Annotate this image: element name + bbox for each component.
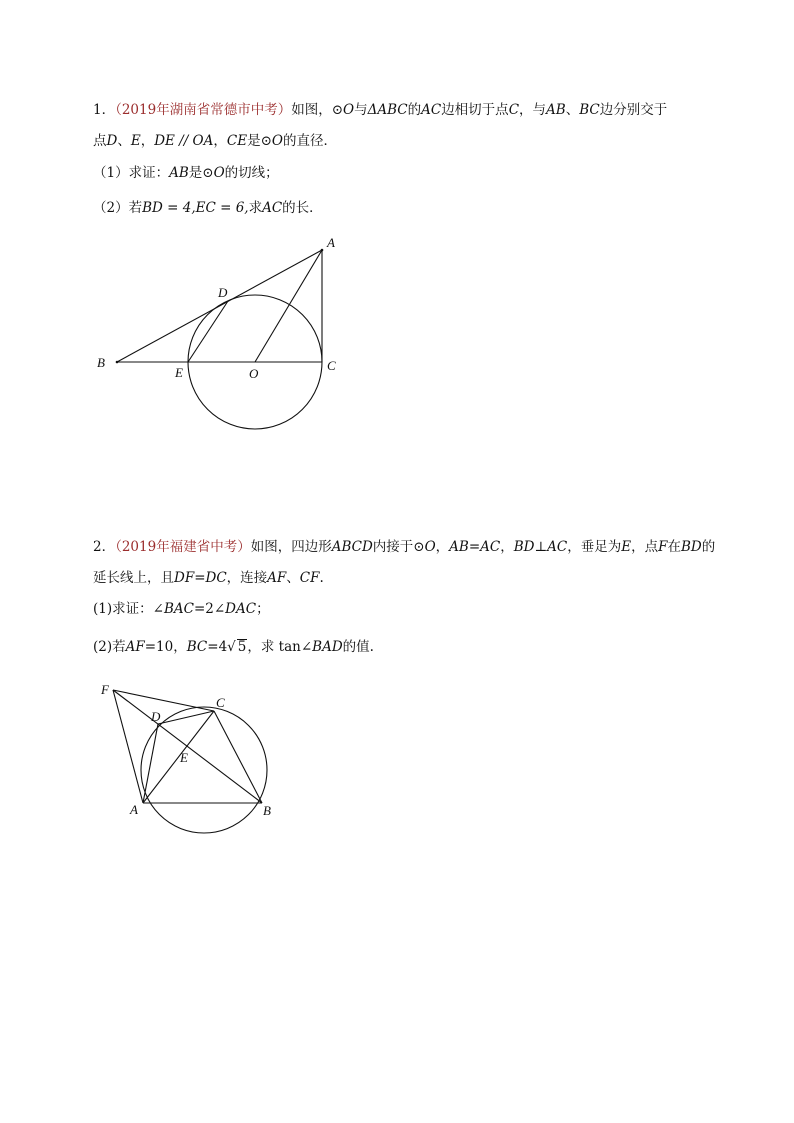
math-bd: BD (681, 539, 702, 555)
math-ab: AB (546, 102, 566, 118)
text-segment: ， (500, 539, 514, 555)
text-segment: 求 (248, 200, 263, 216)
text-segment: ，垂足为 (567, 539, 622, 555)
text-segment: (2)若 (93, 639, 126, 655)
label-d: D (151, 709, 161, 724)
label-d: D (218, 285, 228, 300)
text-segment: 与 (354, 102, 368, 118)
math-af: AF (125, 639, 145, 655)
problem2-question2 (93, 637, 374, 657)
text-segment: 的值. (342, 639, 374, 655)
text-segment: 点 (93, 133, 107, 149)
math-bc: BC (579, 102, 600, 118)
math-circle-o: ⊙O (331, 102, 355, 118)
text-segment: =10， (144, 639, 187, 655)
text-segment: ，求 tan∠ (247, 639, 313, 655)
segment-fa (113, 690, 143, 803)
text-segment: 的切线； (224, 165, 279, 181)
text-segment: ， (213, 133, 227, 149)
math-o: O (424, 539, 436, 555)
text-segment: ， (140, 133, 155, 149)
text-segment: =2∠ (193, 601, 226, 617)
problem1-line2 (93, 131, 337, 151)
label-e: E (180, 750, 188, 765)
math-bad: BAD (312, 639, 343, 655)
math-circle-o: ⊙O (260, 133, 283, 149)
text-segment: （2）若 (93, 200, 143, 216)
math-condition: BD = 4,EC = 6, (142, 200, 249, 216)
text-segment: 、 (286, 570, 300, 586)
segment-cb (214, 711, 262, 803)
text-segment: 是 (247, 133, 261, 149)
math-de-parallel-oa: DE // OA (154, 133, 214, 149)
segment-de (188, 301, 228, 362)
math-triangle-abc: ΔABC (367, 102, 408, 118)
math-circle-o: ⊙O (202, 165, 225, 181)
text-segment: (1)求证： (93, 601, 153, 617)
text-segment: ， (435, 539, 450, 555)
sqrt-sign: √ (227, 639, 236, 655)
label-e: E (175, 365, 183, 380)
segment-dc (158, 711, 214, 724)
text-segment: ； (256, 601, 270, 617)
math-ce: CE (226, 133, 248, 149)
label-c: C (216, 695, 225, 710)
text-segment: 是 (188, 165, 203, 181)
problem1-line1 (93, 100, 667, 120)
problem2-question1 (93, 599, 270, 619)
segment-ba (117, 250, 322, 362)
text-segment: 如图，四边形 (250, 539, 332, 555)
math-ac: AC (421, 102, 442, 118)
text-segment: 如图， (291, 102, 332, 118)
math-abcd: ABCD (331, 539, 373, 555)
text-segment: 边分别交于 (599, 102, 668, 118)
math-ab-eq-ac: AB=AC (449, 539, 501, 555)
text-segment: （1）求证： (93, 165, 170, 181)
math-bac: BAC (163, 601, 194, 617)
segment-da (143, 724, 158, 803)
segment-ao (255, 250, 322, 362)
text-segment: 在 (667, 539, 681, 555)
text-segment: 边相切于点 (441, 102, 509, 118)
math-cf: CF (299, 570, 320, 586)
label-a: A (327, 235, 335, 250)
math-dac: DAC (225, 601, 257, 617)
segment-ac (143, 711, 214, 803)
label-c: C (327, 358, 336, 373)
problem2-source: （2019年福建省中考） (115, 539, 251, 555)
text-segment: . (319, 570, 324, 586)
text-segment: 、 (565, 102, 580, 118)
segment-fc (113, 690, 214, 711)
math-d: D (106, 133, 118, 149)
label-b: B (97, 355, 105, 370)
math-bd-perp-ac: BD⊥AC (513, 539, 568, 555)
math-e: E (130, 133, 141, 149)
label-b: B (263, 803, 271, 818)
math-sqrt-radicand: 5 (237, 639, 247, 655)
label-a: A (130, 802, 138, 817)
text-segment: 的直径． (282, 133, 337, 149)
label-o: O (249, 366, 259, 381)
math-e: E (621, 539, 632, 555)
text-segment: ，连接 (226, 570, 268, 586)
math-df-eq-dc: DF=DC (174, 570, 227, 586)
text-segment: 的长． (282, 200, 323, 216)
text-segment: =4 (207, 639, 228, 655)
circle-o (188, 295, 322, 429)
problem1-source: （2019年湖南省常德市中考） (115, 102, 292, 118)
problem2-line1 (93, 537, 715, 557)
text-segment: 延长线上，且 (93, 570, 174, 586)
label-f: F (101, 682, 109, 697)
problem1-question2 (93, 198, 323, 218)
math-c: C (508, 102, 520, 118)
text-segment: 内接于⊙ (372, 539, 425, 555)
math-ac: AC (262, 200, 283, 216)
circle-o (141, 707, 267, 833)
math-bc: BC (186, 639, 208, 655)
problem2-line2 (93, 568, 324, 588)
math-angle-symbol: ∠ (152, 601, 164, 617)
math-ab: AB (169, 165, 189, 181)
text-segment: 、 (117, 133, 131, 149)
text-segment: 的 (701, 539, 716, 555)
math-f: F (658, 539, 668, 555)
math-af: AF (267, 570, 287, 586)
problem1-number: 1． (93, 102, 116, 118)
text-segment: ，与 (519, 102, 547, 118)
problem1-question1 (93, 163, 279, 183)
text-segment: 的 (407, 102, 422, 118)
problem2-number: 2． (93, 539, 116, 555)
segment-fb (113, 690, 262, 803)
text-segment: ，点 (631, 539, 659, 555)
